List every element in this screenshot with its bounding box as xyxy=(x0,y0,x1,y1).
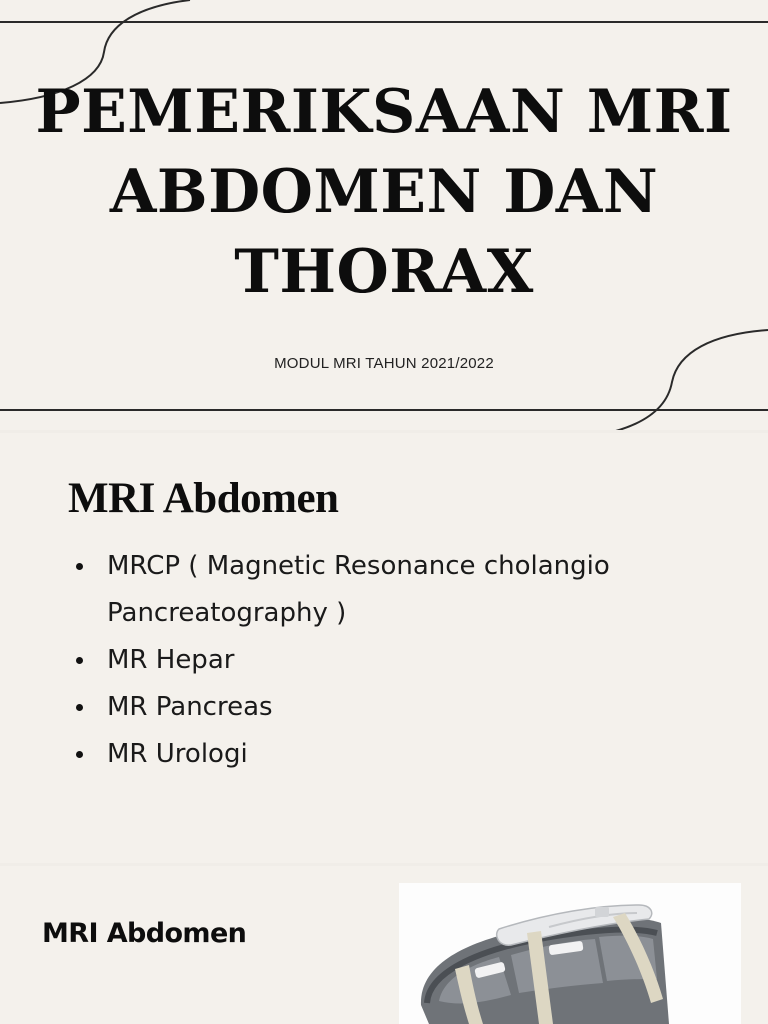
title-line: ABDOMEN DAN xyxy=(109,157,659,227)
subtitle: MODUL MRI TAHUN 2021/2022 xyxy=(274,355,494,372)
title-line: THORAX xyxy=(234,237,534,307)
mri-body-coil-image xyxy=(399,883,741,1024)
bullet-icon xyxy=(76,704,83,711)
page-title xyxy=(0,72,768,312)
list-item-text: MR Pancreas xyxy=(107,692,273,722)
list-item xyxy=(76,731,716,778)
bullet-icon xyxy=(76,751,83,758)
title-line: PEMERIKSAAN MRI xyxy=(35,77,733,147)
bullet-icon xyxy=(76,657,83,664)
section-title: MRI Abdomen xyxy=(42,918,247,949)
bullet-list xyxy=(76,543,716,778)
list-item-text: MRCP ( Magnetic Resonance cholangio Pancreatography ) xyxy=(107,551,610,628)
list-item-text: MR Urologi xyxy=(107,739,248,769)
list-item xyxy=(76,637,716,684)
list-item-text: MR Hepar xyxy=(107,645,235,675)
section-title: MRI Abdomen xyxy=(68,475,339,522)
list-item xyxy=(76,684,716,731)
mri-coil-icon xyxy=(399,883,741,1024)
bullet-icon xyxy=(76,563,83,570)
list-item xyxy=(76,543,716,637)
